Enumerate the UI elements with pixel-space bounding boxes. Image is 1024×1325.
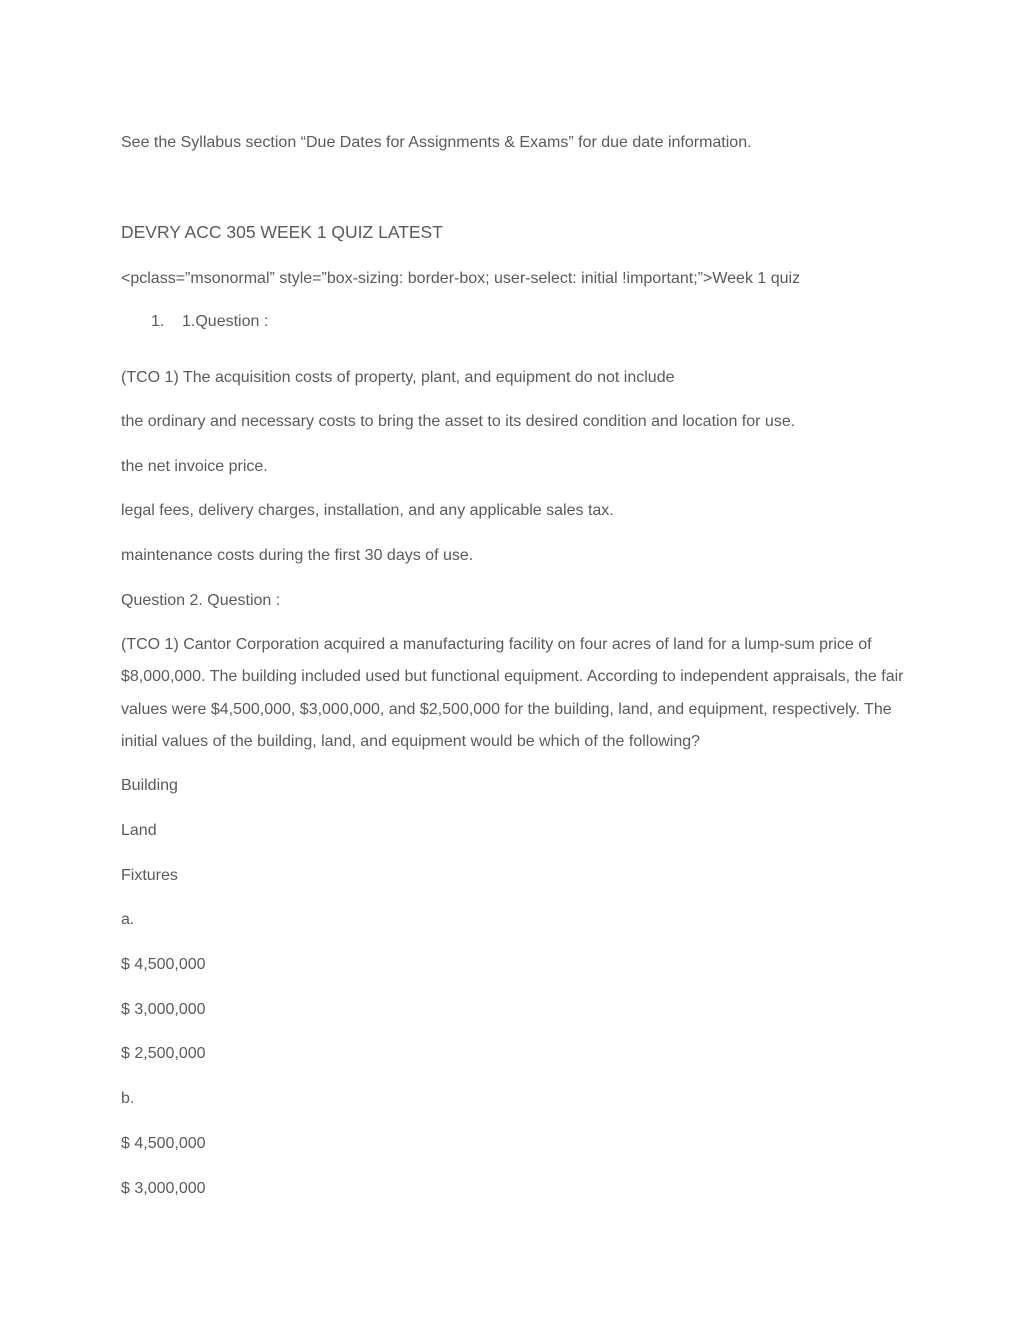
question1-option: legal fees, delivery charges, installation, and any applicable sales tax. [121, 502, 614, 519]
question1-option: maintenance costs during the first 30 days of use. [121, 547, 474, 564]
answer-value: $ 2,500,000 [121, 1045, 206, 1062]
answer-value: $ 3,000,000 [121, 1180, 206, 1197]
answer-value: $ 4,500,000 [121, 956, 206, 973]
answer-value: $ 3,000,000 [121, 1001, 206, 1018]
column-header-fixtures: Fixtures [121, 867, 178, 884]
document-title: DEVRY ACC 305 WEEK 1 QUIZ LATEST [121, 222, 443, 242]
column-header-land: Land [121, 822, 157, 839]
question1-option: the net invoice price. [121, 458, 268, 475]
question2-prompt: (TCO 1) Cantor Corporation acquired a manufacturing facility on four acres of land for a lump-sum price of $8,000,000. The building included used but functional equipment. According to independent appraisals, the fair values were $4,500,000, $3,000,000, and $2,500,000 for the building, land, and equipment, respectively. The initial values of the building, land, and equipment would be which of the following? [121, 636, 904, 750]
list-item-number: 1. [151, 313, 165, 330]
answer-value: $ 4,500,000 [121, 1135, 206, 1152]
question1-prompt: (TCO 1) The acquisition costs of property, plant, and equipment do not include [121, 369, 675, 386]
code-line-text: <pclass=”msonormal” style=”box-sizing: border-box; user-select: initial !important;”>Week 1 quiz [121, 270, 801, 287]
list-item-text: 1.Question : [182, 313, 269, 330]
intro-text: See the Syllabus section “Due Dates for Assignments & Exams” for due date information. [121, 134, 752, 151]
column-header-building: Building [121, 777, 178, 794]
answer-letter: a. [121, 911, 135, 928]
question1-option: the ordinary and necessary costs to bring the asset to its desired condition and location for use. [121, 413, 796, 430]
answer-letter: b. [121, 1090, 135, 1107]
question2-label: Question 2. Question : [121, 592, 281, 609]
